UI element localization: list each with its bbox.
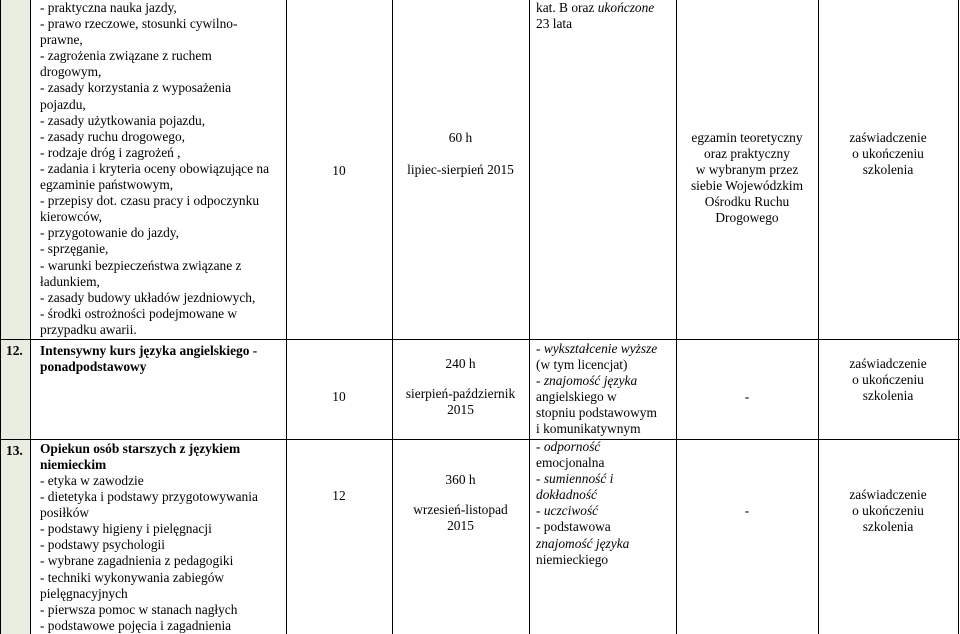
content-line: przypadku awarii. [40,321,137,337]
row-12-hours: 240 h [445,356,476,371]
requirement-line [536,439,676,455]
row-11-hours-term [392,130,529,178]
requirement-text: sumienność i [543,471,614,487]
row-13-requirements [536,439,676,568]
requirement-text: - [536,439,544,454]
requirement-line [536,373,676,389]
certificate-line: zaświadczenie [849,356,927,371]
content-line: egzaminie państwowym, [40,177,174,193]
requirement-text: - [536,503,544,519]
requirement-text: - [536,373,544,389]
content-line: - zasady korzystania z wyposażenia [40,80,232,96]
requirement-text: uczciwość [543,503,599,519]
requirement-text: - [536,471,544,487]
content-line: - środki ostrożności podejmowane w [40,305,238,321]
requirement-line [536,519,676,535]
content-line: - warunki bezpieczeństwa związane z [40,257,242,273]
certificate-line: szkolenia [862,519,914,535]
content-line: - zasady ruchu drogowego, [40,128,186,144]
certificate-line: zaświadczenie [849,130,927,145]
content-line: - techniki wykonywania zabiegów [40,569,225,585]
row-12-term-2: 2015 [447,402,474,418]
row-11-exam [676,130,818,227]
requirement-line [536,389,676,405]
column-divider [529,0,530,634]
row-13-hours-term [392,472,529,534]
requirement-text: niemieckiego [536,551,609,567]
exam-line: siebie Wojewódzkim [690,178,804,194]
content-line: - prawo rzeczowe, stosunki cywilno- [40,16,238,32]
exam-line: oraz praktyczny [704,146,790,162]
row-13-content [40,473,284,634]
content-line: - pierwsza pomoc w stanach nagłych [40,601,238,617]
content-line: - praktyczna nauka jazdy, [40,0,177,15]
requirement-text: kat. B oraz [536,0,598,15]
content-line: drogowym, [40,64,102,80]
content-line: - podstawy higieny i pielęgnacji [40,521,212,537]
row-13-term-2: 2015 [447,518,474,534]
content-line: - rodzaje dróg i zagrożeń , [40,144,181,160]
certificate-line: szkolenia [862,388,914,404]
content-line: - sprzęganie, [40,241,109,257]
requirement-text: emocjonalna [536,455,605,471]
exam-line: w wybranym przez [695,162,799,178]
row-12-requirements [536,341,676,438]
row-11-content [40,0,284,338]
requirement-line [536,471,676,487]
exam-line: Ośrodku Ruchu [704,194,790,210]
certificate-line: o ukończeniu [852,372,924,388]
content-line: - przepisy dot. czasu pracy i odpoczynku [40,193,260,209]
row-13-exam: - [744,503,750,518]
row-divider [0,339,960,340]
content-line: - podstawowe pojęcia i zagadnienia [40,617,232,633]
row-12-certificate [818,356,958,404]
row-13-term-1: wrzesień-listopad [413,502,508,518]
column-divider [392,0,393,634]
course-title-line: niemieckim [40,457,107,473]
requirement-text: stopniu podstawowym [536,405,657,421]
table-border-left [0,0,1,634]
column-divider [676,0,677,634]
requirement-line [536,357,676,373]
row-12-number: 12. [6,343,23,358]
certificate-line: zaświadczenie [849,487,927,502]
row-11-certificate [818,130,958,178]
row-11-participants: 10 [332,163,346,178]
course-title-line: ponadpodstawowy [40,359,147,375]
requirement-line [536,487,676,503]
exam-line: egzamin teoretyczny [691,130,803,145]
content-line: - dietetyka i podstawy przygotowywania [40,489,258,505]
requirement-text: dokładność [536,487,597,503]
content-line: - zadania i kryteria oceny obowiązujące na [40,160,270,176]
row-11-term: lipiec-sierpień 2015 [407,162,514,178]
content-line: - etyka w zawodzie [40,473,144,488]
requirement-text: - [536,341,544,356]
course-title-line: Opiekun osób starszych z językiem [40,441,241,456]
row-13-number: 13. [6,443,23,458]
column-divider [818,0,819,634]
requirement-line [536,405,676,421]
row-12-hours-term [392,356,529,418]
requirement-line [536,421,676,437]
content-line: prawne, [40,32,83,48]
content-line: ładunkiem, [40,273,100,289]
column-divider [30,0,31,634]
requirement-text: angielskiego w [536,389,617,405]
row-11-hours: 60 h [448,130,473,145]
certificate-line: o ukończeniu [852,503,924,519]
requirement-text: znajomość języka [536,535,630,551]
content-line: - podstawy psychologii [40,537,165,553]
content-line: - zasady budowy układów jezdniowych, [40,289,256,305]
row-13-participants: 12 [332,488,346,503]
requirement-text: - podstawowa [536,519,611,535]
requirement-text: wykształcenie wyższe [543,341,658,356]
requirement-line [536,552,676,568]
requirement-text: znajomość języka [543,373,638,389]
exam-line: Drogowego [715,210,779,226]
course-title-line: Intensywny kurs języka angielskiego - [40,343,258,358]
content-line: - zasady użytkowania pojazdu, [40,112,206,128]
row-13-title [40,441,240,473]
requirement-line [536,341,676,357]
row-11-requirements [536,0,676,32]
content-line: pojazdu, [40,96,86,112]
requirement-line [536,503,676,519]
requirement-text: (w tym licencjat) [536,357,628,373]
content-line: posiłków [40,505,90,521]
requirement-text: 23 lata [536,16,573,32]
column-divider [286,0,287,634]
content-line: pielęgnacyjnych [40,585,128,601]
requirement-text: i komunikatywnym [536,421,641,437]
certificate-line: o ukończeniu [852,146,924,162]
certificate-line: szkolenia [862,162,914,178]
row-12-title [40,343,257,375]
content-line: - zagrożenia związane z ruchem [40,48,212,64]
row-12-participants: 10 [332,389,346,404]
row-12-exam: - [744,389,750,404]
row-13-hours: 360 h [445,472,476,487]
row-12-term-1: sierpień-październik [405,386,516,402]
requirement-text: odporność [543,439,601,454]
requirement-text: ukończone [597,0,655,15]
row-divider [0,439,960,440]
content-line: - przygotowanie do jazdy, [40,225,179,241]
number-column-shade [0,0,30,634]
requirement-line [536,536,676,552]
requirement-line [536,455,676,471]
table-border-right [958,0,959,634]
content-line: kierowców, [40,209,102,225]
row-13-certificate [818,487,958,535]
content-line: - wybrane zagadnienia z pedagogiki [40,553,234,569]
